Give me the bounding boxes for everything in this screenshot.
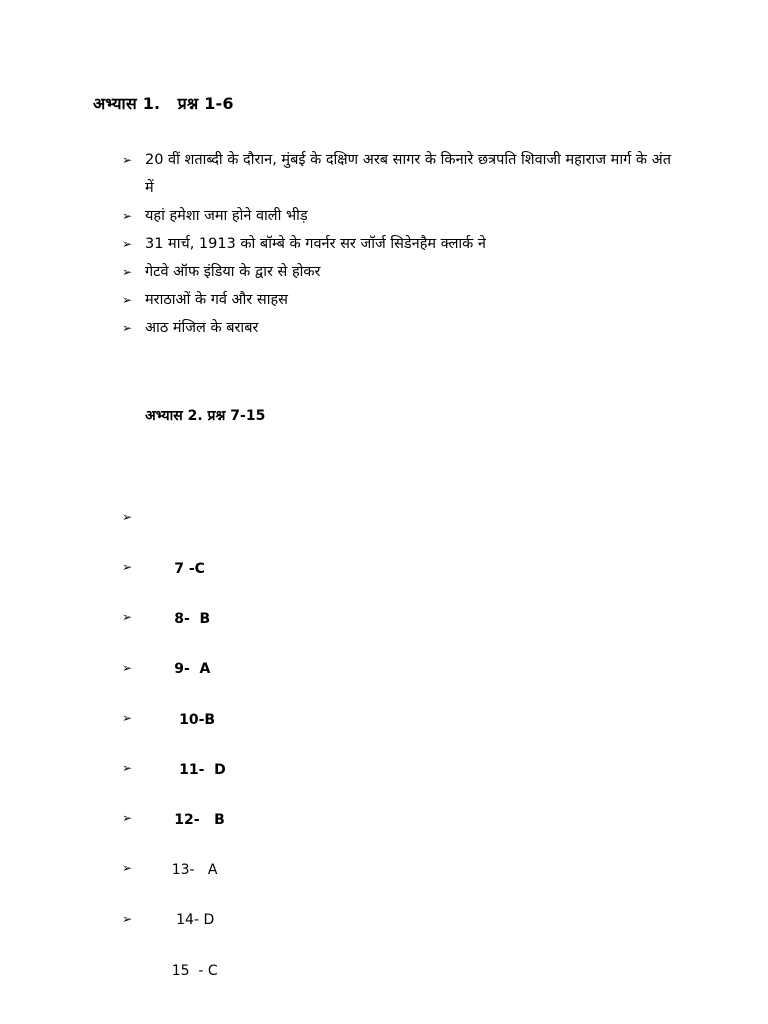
arrow-bullet-icon: ➢ — [122, 560, 133, 575]
arrow-bullet-icon: ➢ — [122, 510, 133, 524]
list-item-text: 20 वीं शताब्दी के दौरान, मुंबई के दक्षिण अरब सागर के किनारे छत्रपति शिवाजी महाराज मार्ग के अंत में — [145, 152, 671, 196]
arrow-bullet-icon: ➢ — [122, 710, 133, 725]
arrow-bullet-icon: ➢ — [122, 760, 133, 775]
list-item-text: 31 मार्च, 1913 को बॉम्बे के गवर्नर सर जॉर्ज सिडेनहैम क्लार्क ने — [145, 236, 486, 252]
exercise-1-heading: अभ्यास 1. प्रश्न 1-6 — [93, 94, 234, 113]
list-item — [118, 230, 678, 258]
answer-item — [118, 604, 226, 678]
arrow-bullet-icon: ➢ — [122, 153, 133, 167]
arrow-bullet-icon: ➢ — [122, 265, 133, 279]
list-item-text: आठ मंजिल के बराबर — [145, 320, 259, 336]
answer-text: 11- D — [174, 761, 226, 778]
answer-text: 9- A — [174, 661, 211, 678]
arrow-bullet-icon: ➢ — [122, 321, 133, 335]
answer-item — [118, 554, 226, 628]
exercise-2-heading: अभ्यास 2. प्रश्न 7-15 — [145, 408, 266, 424]
answer-item — [118, 805, 226, 879]
answer-item — [118, 755, 226, 828]
answer-text: 12- B — [174, 811, 225, 828]
arrow-bullet-icon: ➢ — [122, 811, 133, 826]
arrow-bullet-icon: ➢ — [122, 911, 133, 926]
list-item-text: गेटवे ऑफ इंडिया के द्वार से होकर — [145, 264, 321, 280]
list-item — [118, 314, 678, 342]
list-item — [118, 258, 678, 286]
list-item-text: यहां हमेशा जमा होने वाली भीड़ — [145, 208, 308, 224]
arrow-bullet-icon: ➢ — [122, 237, 133, 251]
arrow-bullet-icon: ➢ — [122, 660, 133, 675]
list-item — [118, 202, 678, 230]
answer-text: 7 -C — [174, 561, 205, 577]
list-item — [118, 286, 678, 314]
answer-text: 15 - C — [171, 962, 218, 979]
list-item — [118, 146, 678, 202]
exercise-2-answer-list — [118, 504, 226, 979]
arrow-bullet-icon: ➢ — [122, 293, 133, 307]
answer-item — [118, 705, 226, 778]
answer-text: 10-B — [174, 711, 216, 728]
exercise-1-list — [118, 146, 678, 342]
answer-item — [118, 906, 226, 979]
answer-item — [118, 855, 226, 929]
answer-text: 13- A — [171, 862, 218, 879]
arrow-bullet-icon: ➢ — [122, 610, 133, 625]
answer-text: 14- D — [171, 912, 215, 929]
list-item-text: मराठाओं के गर्व और साहस — [145, 292, 288, 308]
arrow-bullet-icon: ➢ — [122, 861, 133, 876]
answer-item — [118, 655, 226, 728]
answer-text: 8- B — [174, 611, 211, 628]
arrow-bullet-icon: ➢ — [122, 209, 133, 223]
answer-item — [118, 504, 226, 577]
